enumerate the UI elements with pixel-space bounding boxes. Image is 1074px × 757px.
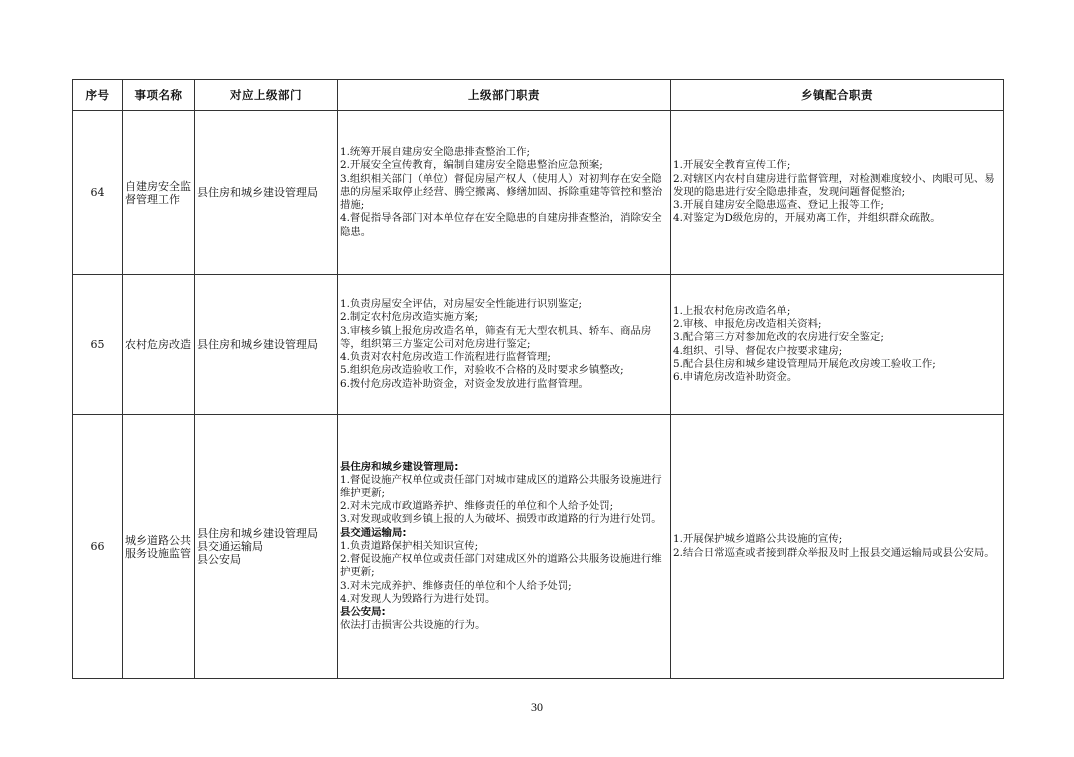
duty-line: 3.审核乡镇上报危房改造名单，筛查有无大型农机具、轿车、商品房等，组织第三方鉴定公司对危房进行鉴定; — [340, 324, 652, 350]
agency-heading: 县公安局: — [340, 605, 386, 618]
row-town-duties — [671, 111, 1004, 275]
header-item-name: 事项名称 — [123, 80, 195, 111]
header-town-duties: 乡镇配合职责 — [671, 80, 1004, 111]
duty-line: 4.组织、引导、督促农户按要求建房; — [673, 344, 843, 357]
duty-line: 3.组织相关部门（单位）督促房屋产权人（使用人）对初判存在安全隐患的房屋采取停止经营、腾空搬离、修缮加固、拆除重建等管控和整治措施; — [340, 172, 663, 212]
row-seq: 65 — [73, 275, 123, 415]
duty-line: 1.开展保护城乡道路公共设施的宣传; — [673, 533, 843, 546]
duty-line: 2.审核、申报危房改造相关资料; — [673, 318, 822, 331]
duty-line: 4.对发现人为毁路行为进行处罚。 — [340, 592, 496, 605]
duty-line: 依法打击损害公共设施的行为。 — [340, 619, 486, 632]
duty-line: 1.督促设施产权单位或责任部门对城市建成区的道路公共服务设施进行维护更新; — [340, 473, 662, 500]
row-upper-dept — [195, 275, 338, 415]
row-upper-dept — [195, 415, 338, 679]
row-item-name: 农村危房改造 — [123, 275, 195, 415]
duty-line: 3.配合第三方对参加危改的农房进行安全鉴定; — [673, 331, 884, 344]
row-seq: 64 — [73, 111, 123, 275]
page-number: 30 — [531, 700, 543, 714]
header-seq: 序号 — [73, 80, 123, 111]
duty-line: 4.负责对农村危房改造工作流程进行监督管理; — [340, 351, 551, 364]
row-town-duties — [671, 415, 1004, 679]
duty-line: 2.对辖区内农村自建房进行监督管理，对检测难度较小、肉眼可见、易发现的隐患进行安全隐患排查，发现问题督促整治; — [673, 172, 995, 198]
table-row — [73, 275, 1004, 415]
duty-line: 2.督促设施产权单位或责任部门对建成区外的道路公共服务设施进行维护更新; — [340, 553, 662, 579]
duty-line: 6.申请危房改造补助资金。 — [673, 370, 798, 383]
row-upper-duties — [338, 275, 671, 415]
duty-line: 2.制定农村危房改造实施方案; — [340, 311, 479, 324]
duty-line: 6.拨付危房改造补助资金，对资金发放进行监督管理。 — [340, 377, 589, 390]
duty-line: 3.对未完成养护、维修责任的单位和个人给予处罚; — [340, 579, 572, 592]
header-upper-duties: 上级部门职责 — [338, 80, 671, 111]
row-item-name: 自建房安全监督管理工作 — [123, 111, 195, 275]
duty-line: 5.配合县住房和城乡建设管理局开展危改房竣工验收工作; — [673, 357, 936, 370]
dept-line: 县公安局 — [197, 553, 241, 566]
dept-line: 县交通运输局 — [197, 540, 263, 553]
duty-line: 2.开展安全宣传教育，编制自建房安全隐患整治应急预案; — [340, 159, 603, 172]
duty-line: 2.结合日常巡查或者接到群众举报及时上报县交通运输局或县公安局。 — [673, 546, 995, 559]
duty-line: 4.督促指导各部门对本单位存在安全隐患的自建房排查整治，消除安全隐患。 — [340, 212, 662, 238]
duty-line: 5.组织危房改造验收工作，对验收不合格的及时要求乡镇整改; — [340, 364, 624, 377]
table-row — [73, 415, 1004, 679]
duty-line: 3.对发现或收到乡镇上报的人为破坏、损毁市政道路的行为进行处罚。 — [340, 513, 662, 526]
duty-line: 1.统筹开展自建房安全隐患排查整治工作; — [340, 146, 531, 159]
header-upper-dept: 对应上级部门 — [195, 80, 338, 111]
duty-line: 2.对未完成市政道路养护、维修责任的单位和个人给予处罚; — [340, 500, 614, 513]
duty-line: 1.负责房屋安全评估，对房屋安全性能进行识别鉴定; — [340, 298, 583, 311]
agency-heading: 县交通运输局: — [340, 526, 407, 539]
row-seq: 66 — [73, 415, 123, 679]
duty-line: 1.上报农村危房改造名单; — [673, 304, 791, 317]
row-item-name: 城乡道路公共服务设施监管 — [123, 415, 195, 679]
dept-line: 县住房和城乡建设管理局 — [197, 186, 318, 199]
duty-line: 4.对鉴定为D级危房的，开展劝离工作，并组织群众疏散。 — [673, 212, 941, 225]
dept-line: 县住房和城乡建设管理局 — [197, 527, 318, 540]
row-upper-duties — [338, 111, 671, 275]
dept-line: 县住房和城乡建设管理局 — [197, 338, 318, 351]
agency-heading: 县住房和城乡建设管理局: — [340, 460, 459, 473]
duty-line: 1.负责道路保护相关知识宣传; — [340, 539, 479, 552]
duty-line: 3.开展自建房安全隐患巡查、登记上报等工作; — [673, 199, 884, 212]
duty-line: 1.开展安全教育宣传工作; — [673, 159, 791, 172]
row-upper-duties — [338, 415, 671, 679]
table-row — [73, 111, 1004, 275]
table-header-row — [73, 80, 1004, 111]
row-upper-dept — [195, 111, 338, 275]
responsibility-table — [72, 79, 1004, 679]
row-town-duties — [671, 275, 1004, 415]
